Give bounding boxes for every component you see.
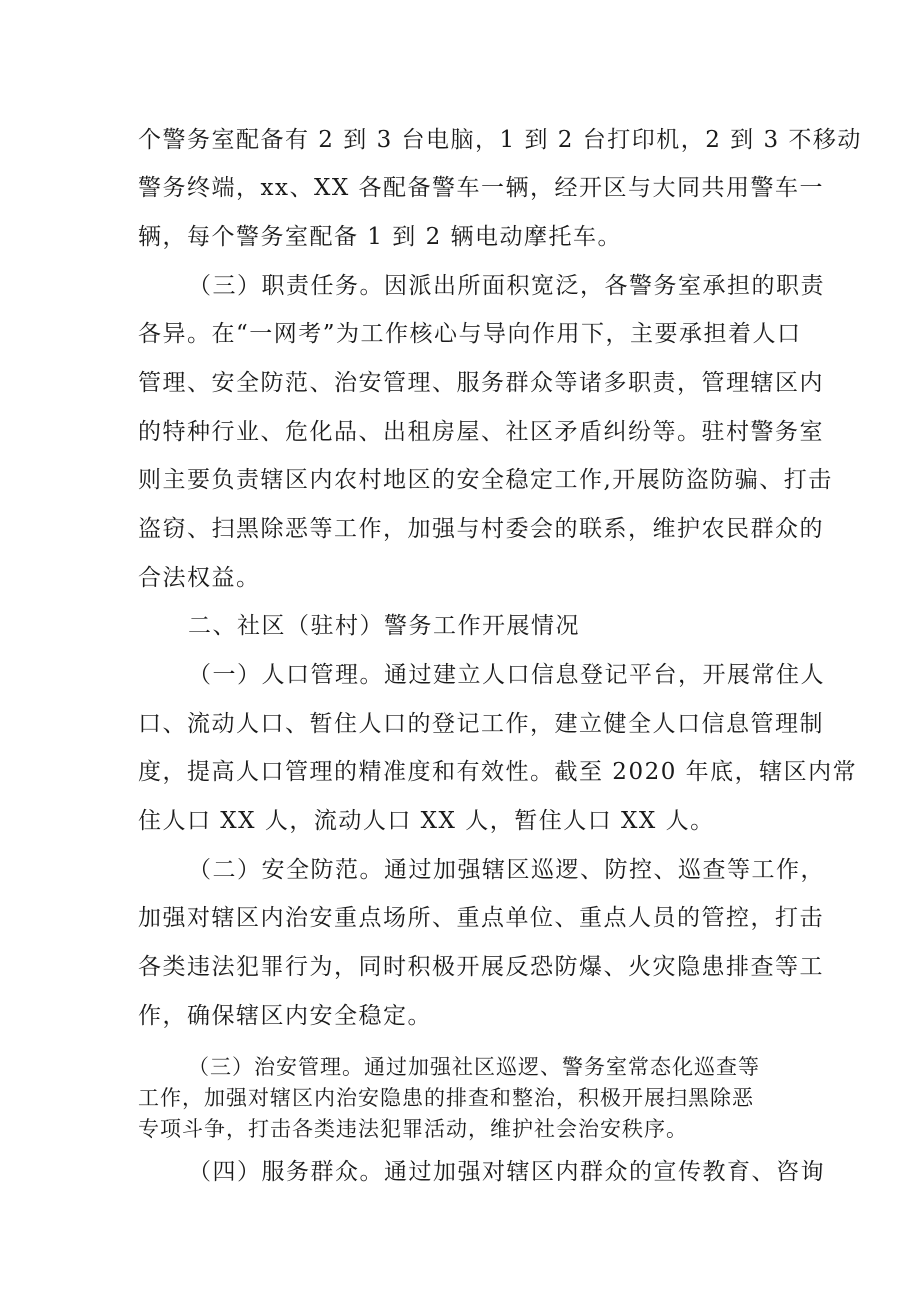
section-heading: 二、社区（驻村）警务工作开展情况 [188,613,580,639]
text-line: 住人口 XX 人，流动人口 XX 人，暂住人口 XX 人。 [138,808,715,834]
text-line: 管理、安全防范、治安管理、服务群众等诸多职责，管理辖区内 [138,370,824,396]
text-line: 工作，加强对辖区内治安隐患的排查和整治，积极开展扫黑除恶 [138,1086,754,1110]
text-line: 的特种行业、危化品、出租房屋、社区矛盾纠纷等。驻村警务室 [138,419,824,445]
text-line: （三）职责任务。因派出所面积宽泛，各警务室承担的职责 [188,273,825,299]
text-line: 各异。在“一网考”为工作核心与导向作用下，主要承担着人口 [138,321,802,347]
text-line: 口、流动人口、暂住人口的登记工作，建立健全人口信息管理制 [138,711,824,737]
text-line: （三）治安管理。通过加强社区巡逻、警务室常态化巡查等 [188,1055,760,1079]
text-line: （一）人口管理。通过建立人口信息登记平台，开展常住人 [188,662,825,688]
text-line: 合法权益。 [138,565,261,591]
text-line: 专项斗争，打击各类违法犯罪活动，维护社会治安秩序。 [138,1117,688,1141]
text-line: 加强对辖区内治安重点场所、重点单位、重点人员的管控，打击 [138,905,824,931]
text-line: 各类违法犯罪行为，同时积极开展反恐防爆、火灾隐患排查等工 [138,954,824,980]
text-line: 作，确保辖区内安全稳定。 [138,1003,432,1029]
text-line: 则主要负责辖区内农村地区的安全稳定工作,开展防盗防骗、打击 [138,467,833,493]
text-line: （二）安全防范。通过加强辖区巡逻、防控、巡查等工作， [188,857,825,883]
text-line: 度，提高人口管理的精准度和有效性。截至 2020 年底，辖区内常 [138,759,858,785]
text-line: 盗窃、扫黑除恶等工作，加强与村委会的联系，维护农民群众的 [138,516,824,542]
text-line: （四）服务群众。通过加强对辖区内群众的宣传教育、咨询 [188,1159,825,1185]
text-line: 个警务室配备有 2 到 3 台电脑，1 到 2 台打印机，2 到 3 不移动 [138,127,862,153]
text-line: 警务终端，xx、XX 各配备警车一辆，经开区与大同共用警车一 [138,175,825,201]
text-line: 辆，每个警务室配备 1 到 2 辆电动摩托车。 [138,224,623,250]
